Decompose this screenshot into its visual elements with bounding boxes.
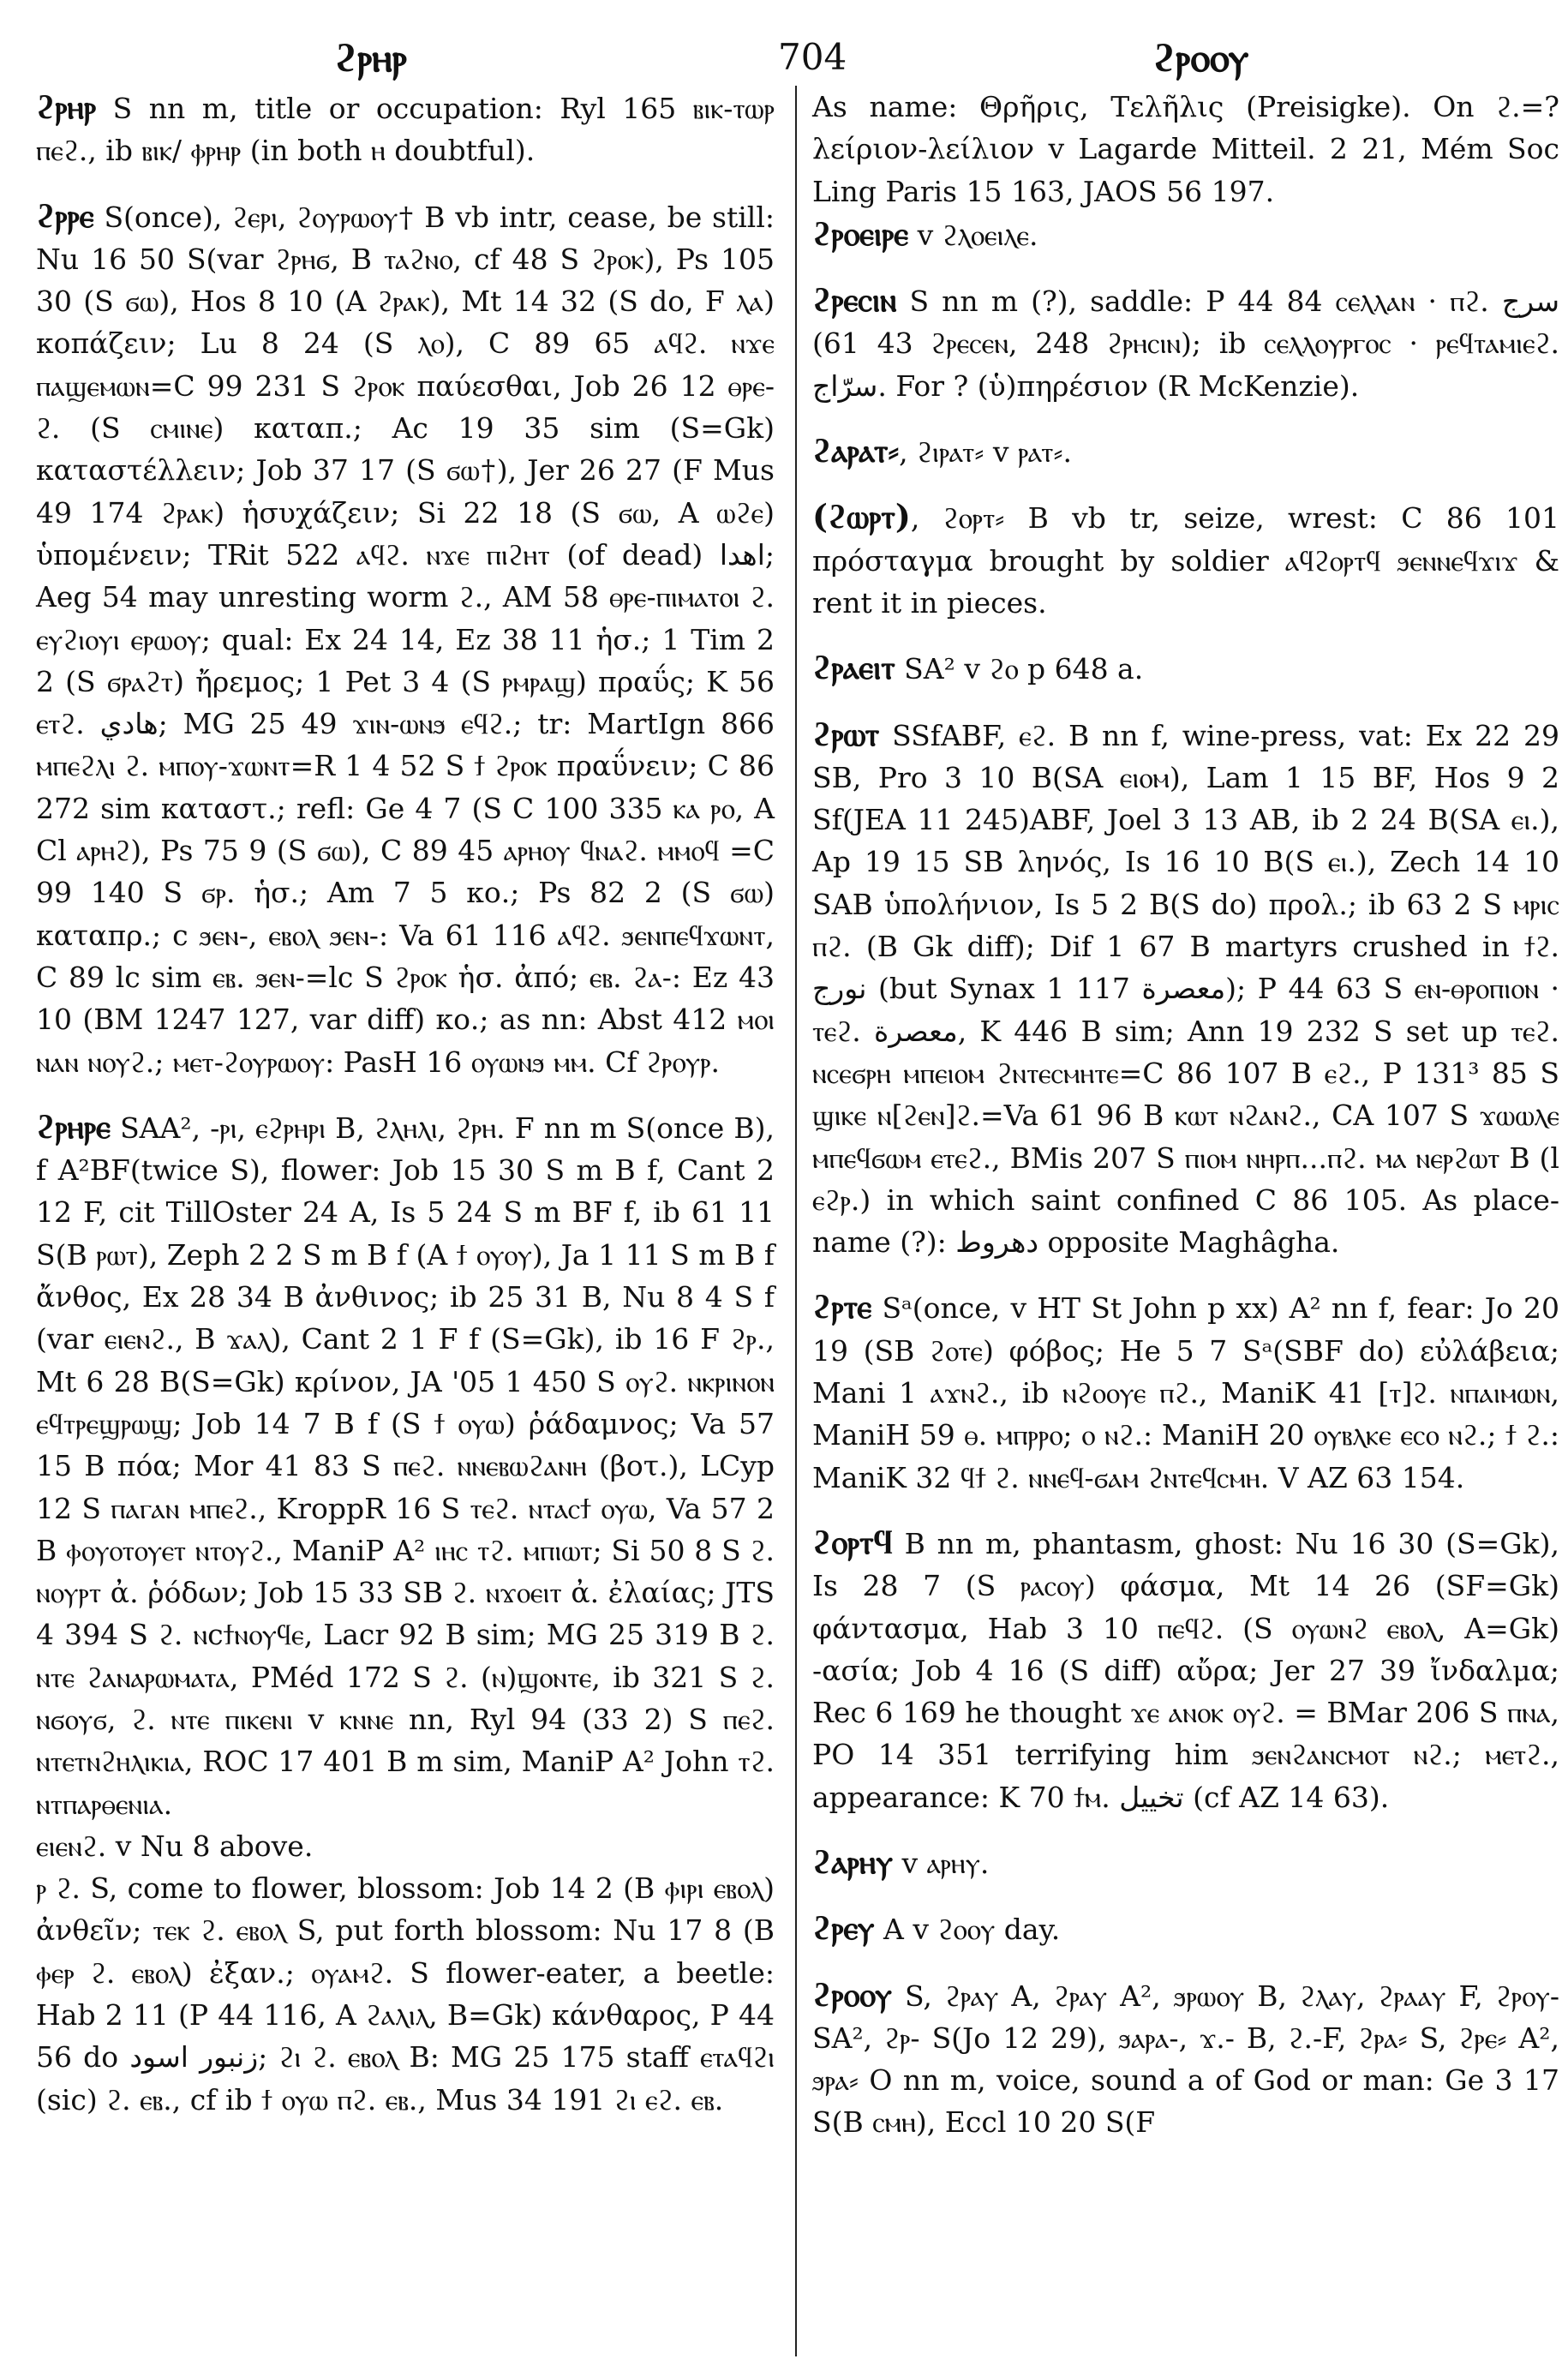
headword: ϩⲁⲣⲁⲧ⸗	[812, 431, 900, 470]
entry-text: Sᵃ(once, v HT St John p xx) A² nn f, fear: Jo 20 19 (SB ϩⲟⲧⲉ) φόβος; He 5 7 Sᵃ(SBF do) εὐλάβεια; Mani 1 ⲁϫⲛϩ., ib ⲛϩⲟⲟⲩⲉ ⲡϩ., ManiK 41 [ⲧ]ϩ. ⲛⲡⲁⲓⲙⲱⲛ, ManiH 59 ⲑ. ⲙⲡⲣⲣⲟ; ⲟ ⲛϩ.: ManiH 20 ⲟⲩⲃⲗⲕⲉ ⲉⲥⲟ ⲛϩ.; ϯ ϩ.: ManiK 32 ϥϯ ϩ. ⲛⲛⲉϥ-ϭⲁⲙ ϩⲛⲧⲉϥⲥⲙⲏ. V AZ 63 154.	[812, 1291, 1560, 1494]
entry-text: , ϩⲓⲣⲁⲧ⸗ v ⲣⲁⲧ⸗.	[899, 435, 1072, 470]
entry-hrooy	[812, 1973, 1559, 2144]
headword: ϩⲣⲱⲧ	[812, 714, 880, 753]
entry-hraeit	[812, 646, 1559, 690]
entry-hrere	[36, 1105, 775, 1825]
entry-hort	[812, 495, 1559, 624]
headword: ϩⲣⲏⲣⲉ	[36, 1106, 111, 1146]
running-head-right: ϩⲣⲟⲟⲩ	[1152, 34, 1249, 81]
entry-hortf	[812, 1521, 1559, 1818]
entry-text: S, ϩⲣⲁⲩ A, ϩⲣⲁⲩ A², ϧⲣⲱⲟⲩ B, ϩⲗⲁⲩ, ϩⲣⲁⲁⲩ F, ϩⲣⲟⲩ- SA², ϩⲣ- S(Jo 12 29), ϧⲁⲣⲁ-, ϫ.- B, ϩ.-F, ϩⲣⲁ⸗ S, ϩⲣⲉ⸗ A², ϧⲣⲁ⸗ O nn m, voice, sound a of God or man: Ge 3 17 S(B ⲥⲙⲏ), Eccl 10 20 S(F	[812, 1979, 1559, 2140]
entry-hrte	[812, 1285, 1559, 1498]
left-column	[36, 86, 775, 2121]
sub-entry-phrases: ⲣ ϩ. S, come to flower, blossom: Job 14 2 (B ⲫⲓⲣⲓ ⲉⲃⲟⲗ) ἀνθεῖν; ⲧⲉⲕ ϩ. ⲉⲃⲟⲗ S, put forth blossom: Nu 17 8 (B ⲫⲉⲣ ϩ. ⲉⲃⲟⲗ) ἐξαν.; ⲟⲩⲁⲙϩ. S flower-eater, a beetle: Hab 2 11 (P 44 116, A ϩⲁⲗⲓⲗ, B=Gk) κάνθαρος, P 44 56 do زنبور اسود; ϩⲓ ϩ. ⲉⲃⲟⲗ B: MG 25 175 staff ⲉⲧⲁϥϩⲓ (sic) ϩ. ⲉⲃ., cf ib ϯ ⲟⲩⲱ ⲡϩ. ⲉⲃ., Mus 34 191 ϩⲓ ⲉϩ. ⲉⲃ.	[36, 1871, 775, 2117]
entry-harey	[812, 1841, 1559, 1884]
entry-text: A v ϩⲟⲟⲩ day.	[883, 1913, 1061, 1947]
entry-hrre	[36, 195, 775, 1083]
entry-text: v ϩⲗⲟⲉⲓⲗⲉ.	[917, 218, 1038, 252]
entry-hrot	[812, 713, 1559, 1264]
entry-hrey	[812, 1907, 1559, 1950]
headword: ϩⲟⲣⲧϥ	[812, 1522, 893, 1561]
entry-text: v ⲁⲣⲏⲩ.	[901, 1846, 990, 1880]
entry-text: S nn m (?), saddle: P 44 84 ⲥⲉⲗⲗⲁⲛ · ⲡϩ. سرج (43 61 ϩⲣⲉⲥⲉⲛ, 248 ϩⲣⲏⲥⲓⲛ); ib ⲥⲉⲗⲗⲟⲩⲣⲅⲟⲥ · ⲣⲉϥⲧⲁⲙⲓⲉϩ. سرّاج. For ? (ὑ)πηρέσιον (R McKenzie).	[812, 284, 1559, 403]
entry-text: SAA², -ⲣⲓ, ⲉϩⲣⲏⲣⲓ B, ϩⲗⲏⲗⲓ, ϩⲣⲏ. F nn m S(once B), f A²BF(twice S), flower: Job 15 30 S m B f, Cant 2 12 F, cit TillOster 24 A, Is 5 24 S m BF f, ib 61 11 S(B ⲣⲱⲧ), Zeph 2 2 S m B f (A ϯ ⲟⲩⲟⲩ), Ja 1 11 S m B f ἄνθος, Ex 28 34 B ἀνθινος; ib 25 31 B, Nu 8 4 S f (var ⲉⲓⲉⲛϩ., B ϫⲁⲗ), Cant 2 1 F f (S=Gk), ib 16 F ϩⲣ., Mt 6 28 B(S=Gk) κρίνον, JA '05 1 450 S ⲟⲩϩ. ⲛⲕⲣⲓⲛⲟⲛ ⲉϥⲧⲣⲉϣⲣⲱϣ; Job 14 7 B f (S ϯ ⲟⲩⲱ) ῥάδαμνος; Va 57 15 B πόα; Mor 41 83 S ⲡⲉϩ. ⲛⲛⲉⲃⲱϩⲁⲛⲏ (βοτ.), LCyp 12 S ⲡⲁⲅⲁⲛ ⲙⲡⲉϩ., KroppR 16 S ⲧⲉϩ. ⲛⲧⲁⲥϯ ⲟⲩⲱ, Va 57 2 B ⲫⲟⲩⲟⲧⲟⲩⲉⲧ ⲛⲧⲟⲩϩ., ManiP A² ⲓⲏⲥ ⲧϩ. ⲙⲡⲓⲱⲧ; Si 50 8 S ϩ. ⲛⲟⲩⲣⲧ ἀ. ῥόδων; Job 15 33 SB ϩ. ⲛϫⲟⲉⲓⲧ ἀ. ἐλαίας; JTS 4 394 S ϩ. ⲛϲϯⲛⲟⲩϥⲉ, Lacr 92 B sim; MG 25 319 B ϩ. ⲛⲧⲉ ϩⲁⲛⲁⲣⲱⲙⲁⲧⲁ, PMéd 172 S ϩ. (ⲛ)ϣⲟⲛⲧⲉ, ib 321 S ϩ. ⲛϭⲟⲩϭ, ϩ. ⲛⲧⲉ ⲡⲓⲕⲉⲛⲓ v ⲕⲛⲛⲉ nn, Ryl 94 (33 2) S ⲡⲉϩ. ⲛⲧⲉⲧⲛϩⲏⲗⲓⲕⲓⲁ, ROC 17 401 B m sim, ManiP A² John ⲧϩ. ⲛⲧⲡⲁⲣⲑⲉⲛⲓⲁ.	[36, 1111, 775, 1821]
headword: ϩⲣⲟⲟⲩ	[812, 1974, 892, 2014]
headword: ϩⲣⲉⲥⲓⲛ	[812, 280, 897, 320]
entry-text: SA² v ϩⲟ p 648 a.	[904, 652, 1144, 686]
entry-hresin	[812, 278, 1559, 407]
headword: ϩⲣⲧⲉ	[812, 1287, 872, 1326]
entry-hrer	[36, 86, 775, 172]
entry-text: S nn m, title or occupation: Ryl 165 ⲃⲓⲕ-ⲧⲱⲣ ⲡⲉϩ., ib ⲃⲓⲕ/ ⲫⲣⲏⲣ (in both ⲏ doubtful).	[36, 92, 775, 168]
entry-harat	[812, 429, 1559, 473]
headword: ϩⲁⲣⲏⲩ	[812, 1841, 893, 1881]
entry-text: SSfABF, ⲉϩ. B nn f, wine-press, vat: Ex 22 29 SB, Pro 3 10 B(SA ⲉⲓⲟⲙ), Lam 1 15 BF, Hos 9 2 Sf(JEA 11 245)ABF, Joel 3 13 AB, ib 2 24 B(SA ⲉⲓ.), Ap 19 15 SB ληνός, Is 16 10 B(S ⲉⲓ.), Zech 14 10 SAB ὑπολήνιον, Is 5 2 B(S do) προλ.; ib 63 2 S ⲙⲣⲓⲥ ⲡϩ. (B Gk diff); Dif 1 67 B martyrs crushed in ϯϩ. نورج (but Synax 1 117 معصرة); P 44 63 S ⲉⲛ-ⲑⲣⲟⲡⲓⲟⲛ · ⲧⲉϩ. معصرة, K 446 B sim; Ann 19 232 S set up ⲧⲉϩ. ⲛⲥⲉϭⲣⲏ ⲙⲡⲉⲓⲟⲙ ϩⲛⲧⲉⲥⲙⲏⲧⲉ=C 86 107 B ⲉϩ., P 131³ 85 S ϣⲓⲕⲉ ⲛ[ϩⲉⲛ]ϩ.=Va 61 96 B ⲕⲱⲧ ⲛϩⲁⲛϩ., CA 107 S ϫⲱⲱⲗⲉ ⲙⲡⲉϥϭⲱⲙ ⲉⲧⲉϩ., BMis 207 S ⲡⲓⲟⲙ ⲛⲏⲣⲡ...ⲡϩ. ⲙⲁ ⲛⲉⲣϩⲱⲧ B (l ⲉϩⲣ.) in which saint confined C 86 105. As place-name (?): دهروط opposite Maghâgha.	[812, 718, 1560, 1260]
column-divider	[795, 86, 797, 2356]
headword: (ϩⲱⲣⲧ)	[812, 497, 911, 536]
entry-text: As name: Θρῆρις, Τελῆλις (Preisigke). On ϩ.=? λείριον-λείλιον v Lagarde Mitteil. 2 21, Mém Soc Ling Paris 15 163, JAOS 56 197.	[812, 90, 1559, 208]
right-column	[812, 86, 1559, 2144]
sub-entry-cross-ref: ⲉⲓⲉⲛϩ. v Nu 8 above.	[36, 1829, 314, 1863]
entry-text: , ϩⲟⲣⲧ⸗ B vb tr, seize, wrest: C 86 101 πρόσταγμα brought by soldier ⲁϥϩⲟⲣⲧϥ ϧⲉⲛⲛⲉϥϫⲓϫ & rent it in pieces.	[812, 501, 1559, 620]
entry-text: S(once), ϩⲉⲣⲓ, ϩⲟⲩⲣⲱⲟⲩ† B vb intr, cease, be still: Nu 16 50 S(var ϩⲣⲏϭ, B ⲧⲁϩⲛⲟ, cf 48 S ϩⲣⲟⲕ), Ps 105 30 (S ϭⲱ), Hos 8 10 (A ϩⲣⲁⲕ), Mt 14 32 (S do, F ⲗⲁ) κοπάζειν; Lu 8 24 (S ⲗⲟ), C 89 65 ⲁϥϩ. ⲛϫⲉ ⲡⲁϣⲉⲙⲱⲛ=C 99 231 S ϩⲣⲟⲕ παύεσθαι, Job 26 12 ⲑⲣⲉ- ϩ. (S ⲥⲙⲓⲛⲉ) καταπ.; Ac 19 35 sim (S=Gk) καταστέλλειν; Job 37 17 (S ϭⲱ†), Jer 26 27 (F Mus 49 174 ϩⲣⲁⲕ) ἡσυχάζειν; Si 22 18 (S ϭⲱ, A ⲱϩⲉ) ὑπομένειν; TRit 522 ⲁϥϩ. ⲛϫⲉ ⲡⲓϩⲏⲧ (of dead) اهدا; Aeg 54 may unresting worm ϩ., AM 58 ⲑⲣⲉ-ⲡⲓⲙⲁⲧⲟⲓ ϩ. ⲉⲩϩⲓⲟⲩⲓ ⲉⲣⲱⲟⲩ; qual: Ex 24 14, Ez 38 11 ἡσ.; 1 Tim 2 2 (S ϭⲣⲁϩⲧ) ἤρεμος; 1 Pet 3 4 (S ⲣⲙⲣⲁϣ) πραΰς; K 56 ⲉⲧϩ. هادي; MG 25 49 ϫⲓⲛ-ⲱⲛϧ ⲉϥϩ.; tr: MartIgn 866 ⲙⲡⲉϩⲗⲓ ϩ. ⲙⲡⲟⲩ-ϫⲱⲛⲧ=R 1 4 52 S ϯ ϩⲣⲟⲕ πραΰνειν; C 86 272 sim καταστ.; refl: Ge 4 7 (S C 100 335 ⲕⲁ ⲣⲟ, A Cl ⲁⲣⲏϩ), Ps 75 9 (S ϭⲱ), C 89 45 ⲁⲣⲏⲟⲩ ϥⲛⲁϩ. ⲙⲙⲟϥ =C 99 140 S ϭⲣ. ἡσ.; Am 7 5 κο.; Ps 82 2 (S ϭⲱ) καταπρ.; c ϧⲉⲛ-, ⲉⲃⲟⲗ ϧⲉⲛ-: Va 61 116 ⲁϥϩ. ϧⲉⲛⲡⲉϥϫⲱⲛⲧ, C 89 lc sim ⲉⲃ. ϧⲉⲛ-=lc S ϩⲣⲟⲕ ἡσ. ἀπό; ⲉⲃ. ϩⲁ-: Ez 43 10 (BM 1247 127, var diff) κο.; as nn: Abst 412 ⲙⲟⲓ ⲛⲁⲛ ⲛⲟⲩϩ.; ⲙⲉⲧ-ϩⲟⲩⲣⲱⲟⲩ: PasH 16 ⲟⲩⲱⲛϧ ⲙⲙ. Cf ϩⲣⲟⲩⲣ.	[36, 200, 775, 1079]
running-head-left: ϩⲣⲏⲣ	[334, 34, 407, 81]
entry-text: B nn m, phantasm, ghost: Nu 16 30 (S=Gk), Is 28 7 (S ⲣⲁⲥⲟⲩ) φάσμα, Mt 14 26 (SF=Gk) φάντασμα, Hab 3 10 ⲡⲉϥϩ. (S ⲟⲩⲱⲛϩ ⲉⲃⲟⲗ, A=Gk) -ασία; Job 4 16 (S diff) αὔρα; Jer 27 39 ἴνδαλμα; Rec 6 169 he thought ϫⲉ ⲁⲛⲟⲕ ⲟⲩϩ. = BMar 206 S ⲡⲛⲁ, PO 14 351 terrifying him ϧⲉⲛϩⲁⲛⲥⲙⲟⲧ ⲛϩ.; ⲙⲉⲧϩ., appearance: K 70 ϯⲙ. تخييل (cf AZ 14 63).	[812, 1526, 1559, 1814]
page-header	[34, 27, 1559, 87]
page-number: 704	[778, 36, 847, 78]
headword: ϩⲣⲏⲣ	[36, 87, 97, 126]
headword: ϩⲣⲉⲩ	[812, 1908, 875, 1948]
headword: ϩⲣⲟⲉⲓⲣⲉ	[812, 213, 909, 253]
entry-hroeire	[812, 213, 1559, 256]
entry-continuation	[812, 86, 1559, 213]
headword: ϩⲣⲁⲉⲓⲧ	[812, 648, 895, 687]
headword: ϩⲣⲣⲉ	[36, 195, 94, 235]
